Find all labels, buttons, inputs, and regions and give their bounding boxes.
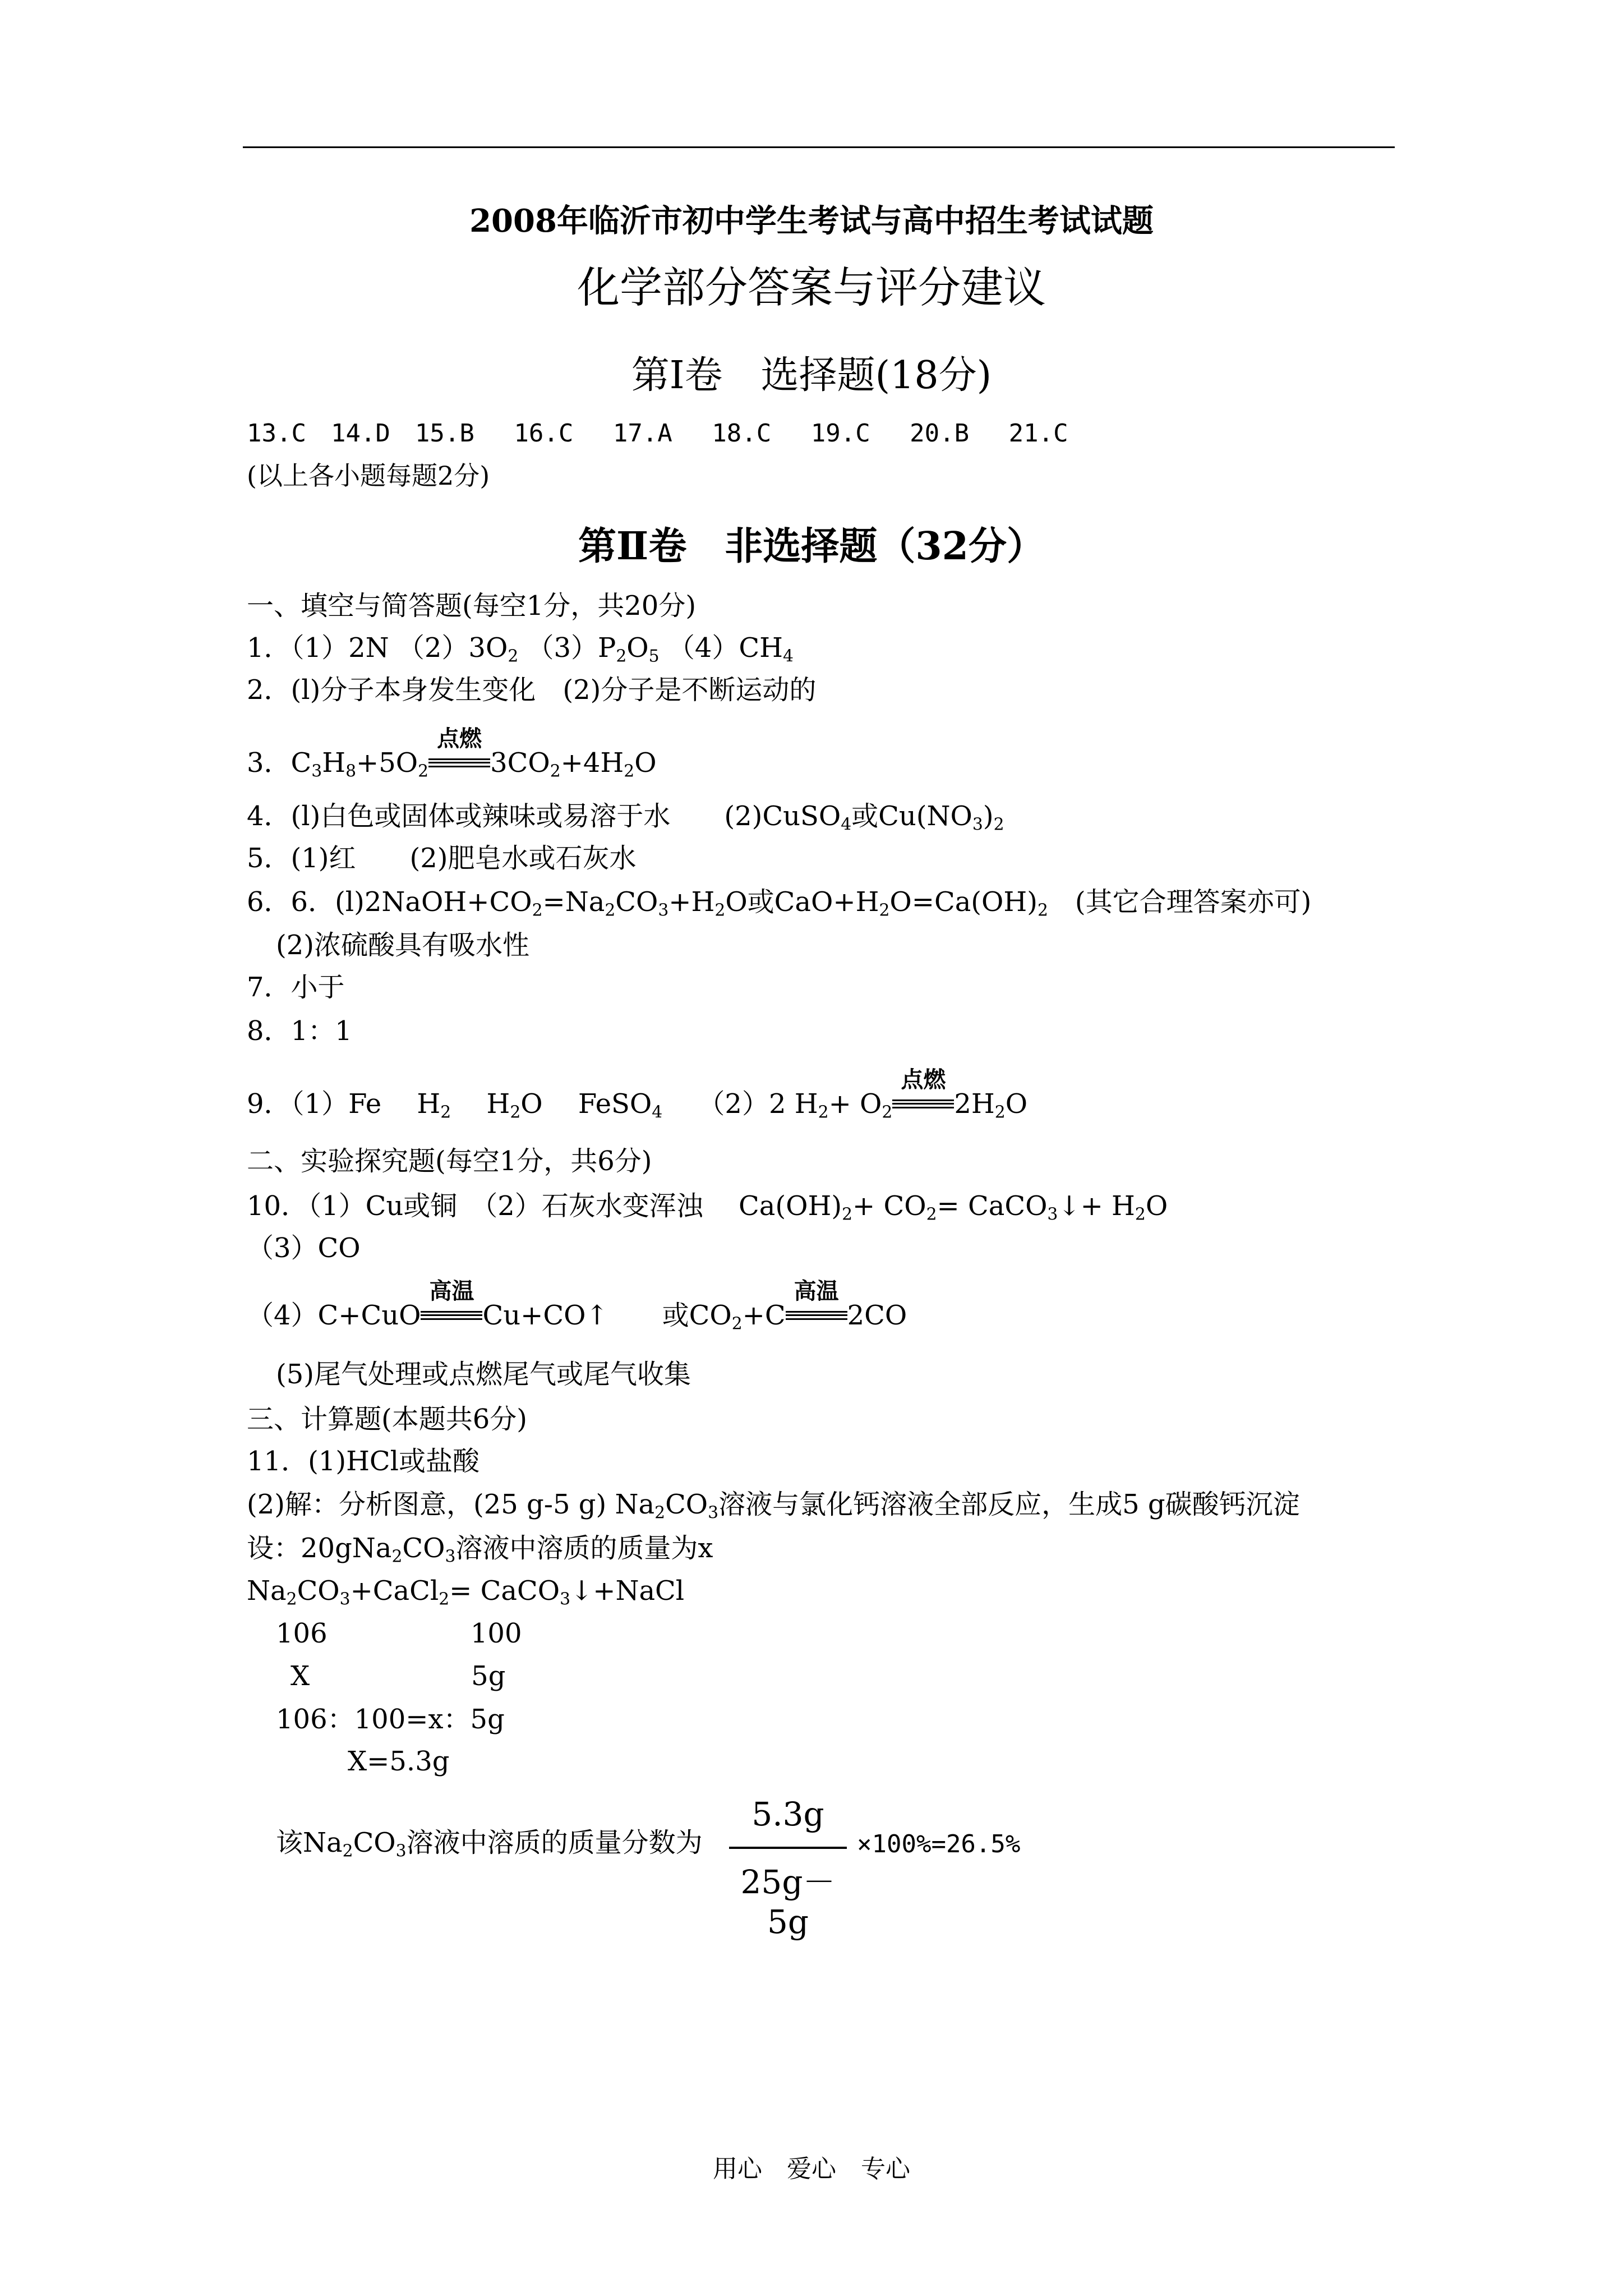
fraction-denominator: 25g－5g bbox=[740, 1863, 836, 1941]
fraction-numerator: 5.3g bbox=[751, 1795, 824, 1833]
answer-q5: 5．(1)红 (2)肥皂水或石灰水 bbox=[247, 843, 637, 874]
answer-q1: 1．（1）2N $(2)3O_2$ $(3)P_2O_5$ $(4)CH_4$ bbox=[247, 632, 794, 666]
result-row: X=5.3g bbox=[348, 1746, 450, 1777]
answer-q10-part3: （3）CO bbox=[247, 1232, 361, 1264]
mass-fraction-result: ×100%=26.5% bbox=[857, 1830, 1021, 1858]
answer-q3: 3．$C_3H_8+5O_2$ 点燃 $3CO_2+4H_2O$ bbox=[247, 726, 657, 781]
section3-heading: 三、计算题(本题共6分) bbox=[247, 1404, 527, 1435]
answer-q10: 10．（1）Cu或铜 （2）石灰水变浑浊 $Ca(OH)_2+ CO_2=$ CaCO$_3$↓+ $H_2O$ bbox=[247, 1190, 1168, 1225]
answer-q11: 11．(1)HCl或盐酸 bbox=[247, 1446, 480, 1477]
answer-q6: 6．6．$(l)2NaOH+CO_2=Na_2CO_3+H_2O$或$CaO+H_2O=Ca(OH)_2$ (其它合理答案亦可) bbox=[247, 886, 1312, 921]
molar-mass-row: 106 100 bbox=[276, 1618, 522, 1649]
answer-q8: 8．1：1 bbox=[247, 1015, 352, 1047]
exam-subtitle: 化学部分答案与评分建议 bbox=[577, 263, 1046, 312]
answer-q10-part5: (5)尾气处理或点燃尾气或尾气收集 bbox=[276, 1359, 691, 1390]
answer-q9: 9．（1）Fe $H_2$ $H_2O$ FeSO$_4$ （2）2 $H_2+ O_2$ 点燃 $2H_2O$ bbox=[247, 1067, 1028, 1122]
answer-q4: 4．(l)白色或固体或辣味或易溶于水 (2)CuSO$_4$或$Cu(NO_3)_2$ bbox=[247, 800, 1004, 835]
section2-heading: 二、实验探究题(每空1分，共6分) bbox=[247, 1145, 652, 1177]
reaction-condition: 高温 bbox=[786, 1311, 847, 1324]
exam-title: 2008年临沂市初中学生考试与高中招生考试试题 bbox=[469, 203, 1154, 240]
footer-text: 用心 爱心 专心 bbox=[713, 2155, 910, 2183]
reaction-condition: 点燃 bbox=[892, 1099, 954, 1113]
section1-heading: 一、填空与简答题(每空1分，共20分) bbox=[247, 590, 697, 622]
mass-fraction-line: 该$Na_2CO_3$溶液中溶质的质量分数为 bbox=[276, 1827, 703, 1861]
mc-answers: 13.C 14.D 15.B 16.C 17.A 18.C 19.C 20.B 21.C bbox=[247, 419, 1068, 448]
part1-heading: 第Ⅰ卷 选择题(18分) bbox=[631, 353, 992, 398]
part2-heading: 第Ⅱ卷 非选择题（32分） bbox=[578, 524, 1045, 569]
proportion-row: 106：100=x：5g bbox=[276, 1704, 505, 1735]
reaction-condition: 高温 bbox=[421, 1311, 482, 1324]
answer-q11-let: 设：$20gNa_2CO_3$溶液中溶质的质量为x bbox=[247, 1533, 713, 1567]
header-rule bbox=[243, 146, 1395, 148]
answer-q2: 2．(l)分子本身发生变化 (2)分子是不断运动的 bbox=[247, 674, 817, 706]
answer-q11-analysis: (2)解：分析图意，(25 g-5 g) $Na_2CO_3$溶液与氯化钙溶液全部反应，生成5 g碳酸钙沉淀 bbox=[247, 1489, 1300, 1523]
mc-note: (以上各小题每题2分) bbox=[247, 461, 490, 491]
answer-q11-equation: $Na_2CO_3+CaCl_2=$ CaCO$_3$↓+NaCl bbox=[247, 1575, 685, 1609]
answer-q10-part4: （4）C+CuO 高温 Cu+CO↑ 或$CO_2+C$ 高温 2CO bbox=[247, 1278, 907, 1334]
reaction-condition: 点燃 bbox=[428, 758, 490, 772]
mass-row: X 5g bbox=[291, 1660, 506, 1692]
fraction-bar bbox=[729, 1847, 847, 1849]
answer-q6-part2: (2)浓硫酸具有吸水性 bbox=[276, 930, 529, 961]
answer-q7: 7．小于 bbox=[247, 972, 345, 1003]
